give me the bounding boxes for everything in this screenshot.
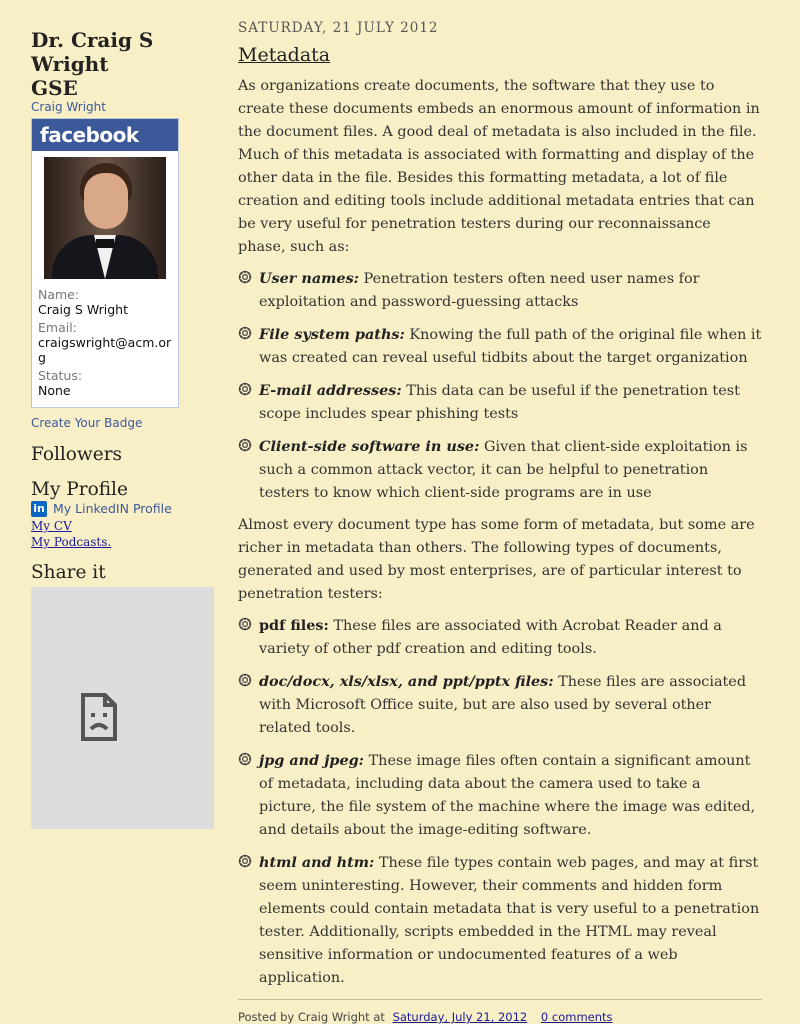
gear-bullet-icon xyxy=(238,673,252,687)
list-term: jpg and jpeg: xyxy=(259,752,364,769)
list-item xyxy=(238,435,762,505)
gear-bullet-icon xyxy=(238,617,252,631)
post-title[interactable]: Metadata xyxy=(238,44,331,66)
create-badge-link[interactable]: Create Your Badge xyxy=(31,416,143,430)
cv-link[interactable]: My CV xyxy=(31,519,72,533)
linkedin-profile-link[interactable]: My LinkedIN Profile xyxy=(53,501,172,516)
email-label: Email: xyxy=(38,320,77,335)
list-item xyxy=(238,267,762,314)
post-date-header: SATURDAY, 21 JULY 2012 xyxy=(238,20,439,36)
profile-photo[interactable] xyxy=(44,157,166,279)
list-text: These files are associated with Acrobat Reader and a variety of other pdf creation and editing tools. xyxy=(259,618,722,657)
linkedin-icon[interactable]: in xyxy=(31,501,47,517)
list-item xyxy=(238,379,762,426)
name-value[interactable]: Craig S Wright xyxy=(38,302,128,317)
list-term: E-mail addresses: xyxy=(259,382,402,399)
list-term: Client-side software in use: xyxy=(259,438,480,455)
list-term: File system paths: xyxy=(259,326,405,343)
facebook-badge[interactable] xyxy=(31,118,179,408)
followers-heading: Followers xyxy=(31,444,123,465)
facebook-info xyxy=(32,279,178,407)
list-item xyxy=(238,749,762,842)
list-item xyxy=(238,323,762,370)
post-date-link[interactable]: Saturday, July 21, 2012 xyxy=(392,1010,528,1024)
gear-bullet-icon xyxy=(238,326,252,340)
list-text: These image files often contain a significant amount of metadata, including data about the camera used to take a picture, the file system of the machine where the image was edited, and details about the image-editing software. xyxy=(259,753,756,838)
status-value: None xyxy=(38,383,71,398)
facebook-logo[interactable]: facebook xyxy=(32,119,178,151)
gear-bullet-icon xyxy=(238,854,252,868)
author-link[interactable]: Craig Wright xyxy=(31,100,106,114)
list-text: Penetration testers often need user names for exploitation and password-guessing attacks xyxy=(259,271,700,310)
list-term: html and htm: xyxy=(259,854,375,871)
sidebar xyxy=(31,28,214,829)
list-text: Given that client-side exploitation is such a common attack vector, it can be helpful to penetration testers to know which client-side programs are in use xyxy=(259,439,748,501)
name-label: Name: xyxy=(38,287,80,302)
post-footer xyxy=(238,999,762,1024)
email-value[interactable]: craigswright@acm.org xyxy=(38,335,172,365)
metadata-list xyxy=(238,267,762,505)
document-types-list xyxy=(238,614,762,990)
blog-title-line1[interactable]: Dr. Craig S Wright xyxy=(31,28,154,76)
list-text: Knowing the full path of the original file when it was created can reveal useful tidbits about the target organization xyxy=(259,327,762,366)
post-intro: As organizations create documents, the software that they use to create these documents embeds an enormous amount of information in the document files. A good deal of metadata is also included in the file. Much of this metadata is associated with formatting and display of the other data in the file. Besides this formatting metadata, a lot of file creation and editing tools include additional metadata entries that can be very useful for penetration testers during our reconnaissance phase, such as: xyxy=(238,78,760,255)
posted-by-text: Posted by Craig Wright at xyxy=(238,1010,385,1024)
linkedin-profile-row[interactable] xyxy=(31,500,214,518)
list-item xyxy=(238,614,762,661)
comments-link[interactable]: 0 comments xyxy=(540,1010,613,1024)
list-term: User names: xyxy=(259,270,359,287)
list-item xyxy=(238,851,762,990)
list-text: These file types contain web pages, and may at first seem uninteresting. However, their comments and hidden form elements could contain metadata that is very useful to a penetration tester. Additionally, scripts embedded in the HTML may reveal sensitive information or undocumented features of a web application. xyxy=(259,855,760,986)
podcasts-link[interactable]: My Podcasts. xyxy=(31,535,112,549)
blog-title-line2[interactable]: GSE xyxy=(31,76,78,100)
sad-document-icon xyxy=(79,693,119,741)
gear-bullet-icon xyxy=(238,752,252,766)
list-term: doc/docx, xls/xlsx, and ppt/pptx files: xyxy=(259,673,554,690)
gear-bullet-icon xyxy=(238,438,252,452)
profile-heading: My Profile xyxy=(31,479,128,500)
status-label: Status: xyxy=(38,368,83,383)
blog-title[interactable] xyxy=(31,28,214,100)
post-body xyxy=(238,75,762,990)
gear-bullet-icon xyxy=(238,270,252,284)
list-text: This data can be useful if the penetration test scope includes spear phishing tests xyxy=(259,383,740,422)
share-heading: Share it xyxy=(31,562,106,583)
gear-bullet-icon xyxy=(238,382,252,396)
list-text: These files are associated with Microsoft Office suite, but are also used by several other related tools. xyxy=(259,674,747,736)
main-content xyxy=(238,20,762,1024)
list-item xyxy=(238,670,762,740)
list-term: pdf files: xyxy=(259,617,329,634)
post-middle-paragraph: Almost every document type has some form of metadata, but some are richer in metadata than others. The following types of documents, generated and used by most enterprises, are of particular interest to penetration testers: xyxy=(238,517,755,602)
share-embed-frame[interactable] xyxy=(31,587,214,829)
